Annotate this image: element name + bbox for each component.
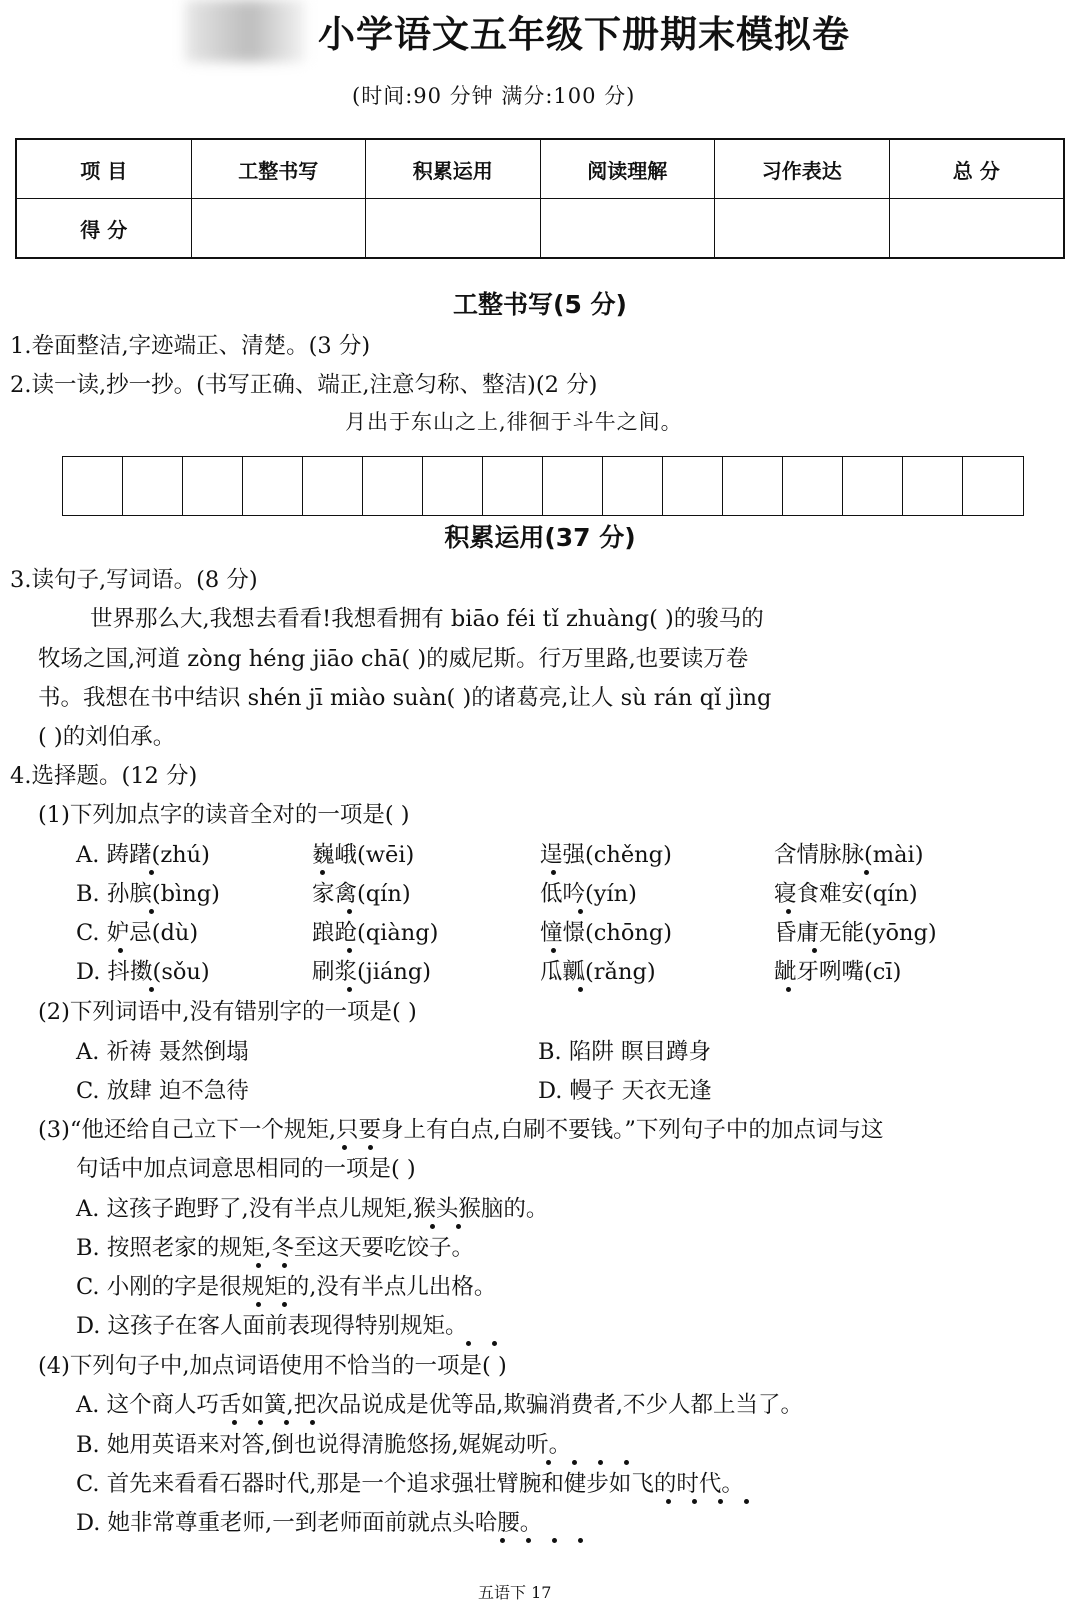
option-1c-word-2: 踉跄(qiàng): [312, 920, 439, 946]
question-4-title: 4.选择题。(12 分): [10, 763, 198, 789]
emphasis-dot: [256, 1263, 261, 1268]
option-4b: B. 她用英语来对答,倒也说得清脆悠扬,娓娓动听。: [76, 1432, 572, 1458]
emphasis-dot: [786, 987, 791, 992]
score-table-score-row: [16, 199, 1064, 259]
score-header-total: 总 分: [889, 139, 1064, 199]
emphasis-dot: [572, 1460, 577, 1465]
option-4d: D. 她非常尊重老师,一到老师面前就点头哈腰。: [76, 1510, 543, 1536]
grid-cell[interactable]: [843, 457, 903, 515]
option-1c-word-4: 昏庸无能(yōng): [774, 920, 937, 946]
emphasis-dot: [282, 1263, 287, 1268]
emphasis-dot: [864, 870, 869, 875]
option-1d-word-4: 龇牙咧嘴(cī): [774, 959, 902, 985]
grid-cell[interactable]: [543, 457, 603, 515]
exam-info: (时间:90 分钟 满分:100 分): [352, 84, 636, 108]
emphasis-dot: [551, 870, 556, 875]
option-1b-word-4: 寝食难安(qín): [774, 881, 918, 907]
option-3c: C. 小刚的字是很规矩的,没有半点儿出格。: [76, 1274, 497, 1300]
page-footer: 五语下 17: [478, 1583, 552, 1602]
grid-cell[interactable]: [423, 457, 483, 515]
page-title: 小学语文五年级下册期末模拟卷: [318, 12, 850, 56]
grid-cell[interactable]: [243, 457, 303, 515]
grid-cell[interactable]: [363, 457, 423, 515]
emphasis-dot: [718, 1499, 723, 1504]
emphasis-dot: [430, 1224, 435, 1229]
emphasis-dot: [118, 948, 123, 953]
emphasis-dot: [149, 870, 154, 875]
score-row-label: 得 分: [16, 199, 191, 259]
emphasis-dot: [624, 1460, 629, 1465]
emphasis-dot: [149, 987, 154, 992]
option-1a-word-1: A. 踌躇(zhú): [76, 842, 210, 868]
grid-cell[interactable]: [123, 457, 183, 515]
score-header-accumulation: 积累运用: [366, 139, 541, 199]
option-2c: C. 放肆 迫不急待: [76, 1078, 249, 1104]
question-4-1-stem: (1)下列加点字的读音全对的一项是( ): [38, 802, 410, 828]
emphasis-dot: [812, 948, 817, 953]
emphasis-dot: [692, 1499, 697, 1504]
option-2a: A. 祈祷 聂然倒塌: [76, 1039, 249, 1065]
emphasis-dot: [552, 1538, 557, 1543]
grid-cell[interactable]: [963, 457, 1023, 515]
emphasis-dot: [500, 1538, 505, 1543]
emphasis-dot: [320, 870, 325, 875]
grid-cell[interactable]: [183, 457, 243, 515]
score-cell[interactable]: [889, 199, 1064, 259]
emphasis-dot: [456, 1224, 461, 1229]
option-1c-word-3: 憧憬(chōng): [540, 920, 673, 946]
emphasis-dot: [666, 1499, 671, 1504]
emphasis-dot: [347, 909, 352, 914]
question-3-title: 3.读句子,写词语。(8 分): [10, 567, 258, 593]
option-3d: D. 这孩子在客人面前表现得特别规矩。: [76, 1313, 468, 1339]
question-3-line-2: 牧场之国,河道 zòng héng jiāo chā( )的威尼斯。行万里路,也要读万卷: [38, 646, 749, 672]
option-1b-word-3: 低吟(yín): [540, 881, 637, 907]
blurred-logo: [185, 0, 305, 62]
option-3b: B. 按照老家的规矩,冬至这天要吃饺子。: [76, 1235, 474, 1261]
grid-cell[interactable]: [483, 457, 543, 515]
emphasis-dot: [347, 948, 352, 953]
score-cell[interactable]: [366, 199, 541, 259]
question-3-line-3: 书。我想在书中结识 shén jī miào suàn( )的诸葛亮,让人 sù rán qǐ jìng: [38, 685, 772, 711]
question-3-line-4: ( )的刘伯承。: [38, 724, 176, 750]
emphasis-dot: [786, 909, 791, 914]
emphasis-dot: [232, 1420, 237, 1425]
score-header-composition: 习作表达: [715, 139, 890, 199]
option-1d-word-3: 瓜瓤(rǎng): [540, 959, 656, 985]
emphasis-dot: [284, 1420, 289, 1425]
grid-cell[interactable]: [663, 457, 723, 515]
emphasis-dot: [258, 1420, 263, 1425]
question-3-line-1: 世界那么大,我想去看看!我想看拥有 biāo féi tǐ zhuàng( )的骏马的: [90, 606, 764, 632]
score-cell[interactable]: [540, 199, 715, 259]
emphasis-dot: [578, 909, 583, 914]
section-title-writing: 工整书写(5 分): [453, 290, 627, 319]
question-4-4-stem: (4)下列句子中,加点词语使用不恰当的一项是( ): [38, 1353, 507, 1379]
option-1d-word-2: 刷浆(jiáng): [312, 959, 432, 985]
question-4-3-stem-line-2: 句话中加点词意思相同的一项是( ): [76, 1156, 416, 1182]
question-4-2-stem: (2)下列词语中,没有错别字的一项是( ): [38, 999, 417, 1025]
option-1a-word-3: 逞强(chěng): [540, 842, 672, 868]
copy-text: 月出于东山之上,徘徊于斗牛之间。: [345, 410, 683, 434]
emphasis-dot: [347, 987, 352, 992]
emphasis-dot: [466, 1341, 471, 1346]
emphasis-dot: [492, 1341, 497, 1346]
score-header-reading: 阅读理解: [540, 139, 715, 199]
grid-cell[interactable]: [303, 457, 363, 515]
option-1d-word-1: D. 抖擞(sǒu): [76, 959, 210, 985]
question-2: 2.读一读,抄一抄。(书写正确、端正,注意匀称、整洁)(2 分): [10, 372, 598, 398]
emphasis-dot: [546, 1460, 551, 1465]
emphasis-dot: [578, 1538, 583, 1543]
emphasis-dot: [282, 1302, 287, 1307]
copy-grid: [62, 456, 1024, 516]
option-1b-word-1: B. 孙膑(bìng): [76, 881, 220, 907]
question-1: 1.卷面整洁,字迹端正、清楚。(3 分): [10, 333, 371, 359]
grid-cell[interactable]: [723, 457, 783, 515]
emphasis-dot: [256, 1302, 261, 1307]
option-4c: C. 首先来看看石器时代,那是一个追求强壮臂腕和健步如飞的时代。: [76, 1471, 744, 1497]
score-header-writing: 工整书写: [191, 139, 366, 199]
grid-cell[interactable]: [63, 457, 123, 515]
emphasis-dot: [551, 948, 556, 953]
option-1a-word-4: 含情脉脉(mài): [774, 842, 924, 868]
option-1a-word-2: 巍峨(wēi): [312, 842, 415, 868]
emphasis-dot: [744, 1499, 749, 1504]
score-cell[interactable]: [715, 199, 890, 259]
grid-cell[interactable]: [783, 457, 843, 515]
option-4a: A. 这个商人巧舌如簧,把次品说成是优等品,欺骗消费者,不少人都上当了。: [76, 1392, 804, 1418]
emphasis-dot: [310, 1420, 315, 1425]
option-2d: D. 幔子 天衣无逢: [538, 1078, 712, 1104]
option-2b: B. 陷阱 瞑目蹲身: [538, 1039, 711, 1065]
question-4-3-stem-line-1: (3)“他还给自己立下一个规矩,只要身上有白点,白刷不要钱。”下列句子中的加点词与这: [38, 1117, 884, 1143]
emphasis-dot: [368, 1145, 373, 1150]
option-1b-word-2: 家禽(qín): [312, 881, 411, 907]
emphasis-dot: [526, 1538, 531, 1543]
grid-cell[interactable]: [903, 457, 963, 515]
score-cell[interactable]: [191, 199, 366, 259]
section-title-accumulation: 积累运用(37 分): [444, 523, 636, 552]
score-table: [15, 138, 1065, 259]
score-table-header-row: [16, 139, 1064, 199]
option-3a: A. 这孩子跑野了,没有半点儿规矩,猴头猴脑的。: [76, 1196, 549, 1222]
option-1c-word-1: C. 妒忌(dù): [76, 920, 199, 946]
emphasis-dot: [598, 1460, 603, 1465]
emphasis-dot: [578, 987, 583, 992]
emphasis-dot: [149, 909, 154, 914]
emphasis-dot: [342, 1145, 347, 1150]
score-header-item: 项 目: [16, 139, 191, 199]
grid-cell[interactable]: [603, 457, 663, 515]
